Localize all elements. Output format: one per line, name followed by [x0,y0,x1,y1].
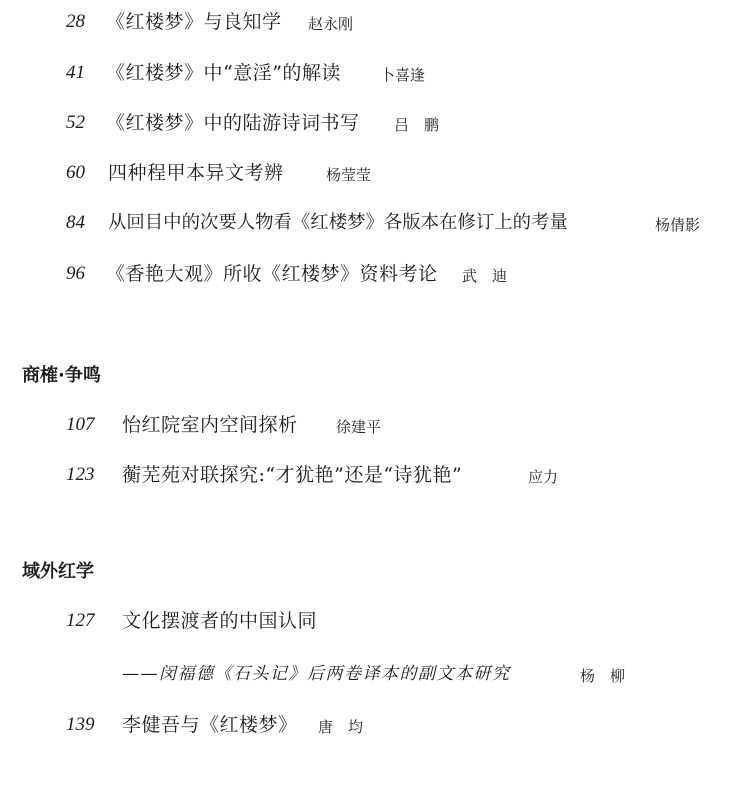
toc-entry [0,108,730,138]
author-name: 赵永刚 [308,15,354,33]
author-name: 卜喜逢 [380,66,426,84]
author-name: 徐建平 [336,418,382,436]
toc-entry [0,58,730,88]
section-heading-overseas: 域外红学 [22,561,94,582]
article-title: 《红楼梦》中的陆游诗词书写 [106,112,360,134]
page-number: 96 [66,263,85,284]
article-title: 从回目中的次要人物看《红楼梦》各版本在修订上的考量 [108,212,568,233]
section-heading-discussion: 商榷·争鸣 [22,365,101,386]
toc-entry [0,158,730,188]
page-number: 139 [66,714,95,735]
page-number: 84 [66,212,85,233]
toc-entry [0,606,730,636]
toc-entry [0,410,730,440]
toc-entry [0,7,730,37]
author-name: 杨 柳 [580,667,626,685]
author-name: 应力 [528,468,559,486]
toc-entry-subtitle [0,659,730,689]
author-name: 唐 均 [318,718,364,736]
author-name: 吕 鹏 [394,116,440,134]
toc-entry [0,710,730,740]
page-number: 52 [66,112,85,133]
page-number: 28 [66,11,85,32]
page-number: 41 [66,62,85,83]
article-title: 《香艳大观》所收《红楼梦》资料考论 [106,263,438,285]
article-title: 《红楼梦》中“意淫”的解读 [106,62,341,84]
toc-entry [0,208,730,238]
page-number: 60 [66,162,85,183]
author-name: 武 迪 [462,267,508,285]
article-subtitle: ——闵福德《石头记》后两卷译本的副文本研究 [122,664,511,684]
article-title: 四种程甲本异文考辨 [108,162,284,184]
article-title: 文化摆渡者的中国认同 [122,610,318,632]
article-title: 怡红院室内空间探析 [122,414,298,436]
author-name: 杨倩影 [655,216,701,234]
article-title: 蘅芜苑对联探究:“才犹艳”还是“诗犹艳” [122,464,463,486]
toc-entry [0,460,730,490]
page-number: 127 [66,610,95,631]
toc-entry [0,259,730,289]
page-number: 107 [66,414,95,435]
page-number: 123 [66,464,95,485]
author-name: 杨莹莹 [326,166,372,184]
article-title: 李健吾与《红楼梦》 [122,714,298,736]
article-title: 《红楼梦》与良知学 [106,11,282,33]
